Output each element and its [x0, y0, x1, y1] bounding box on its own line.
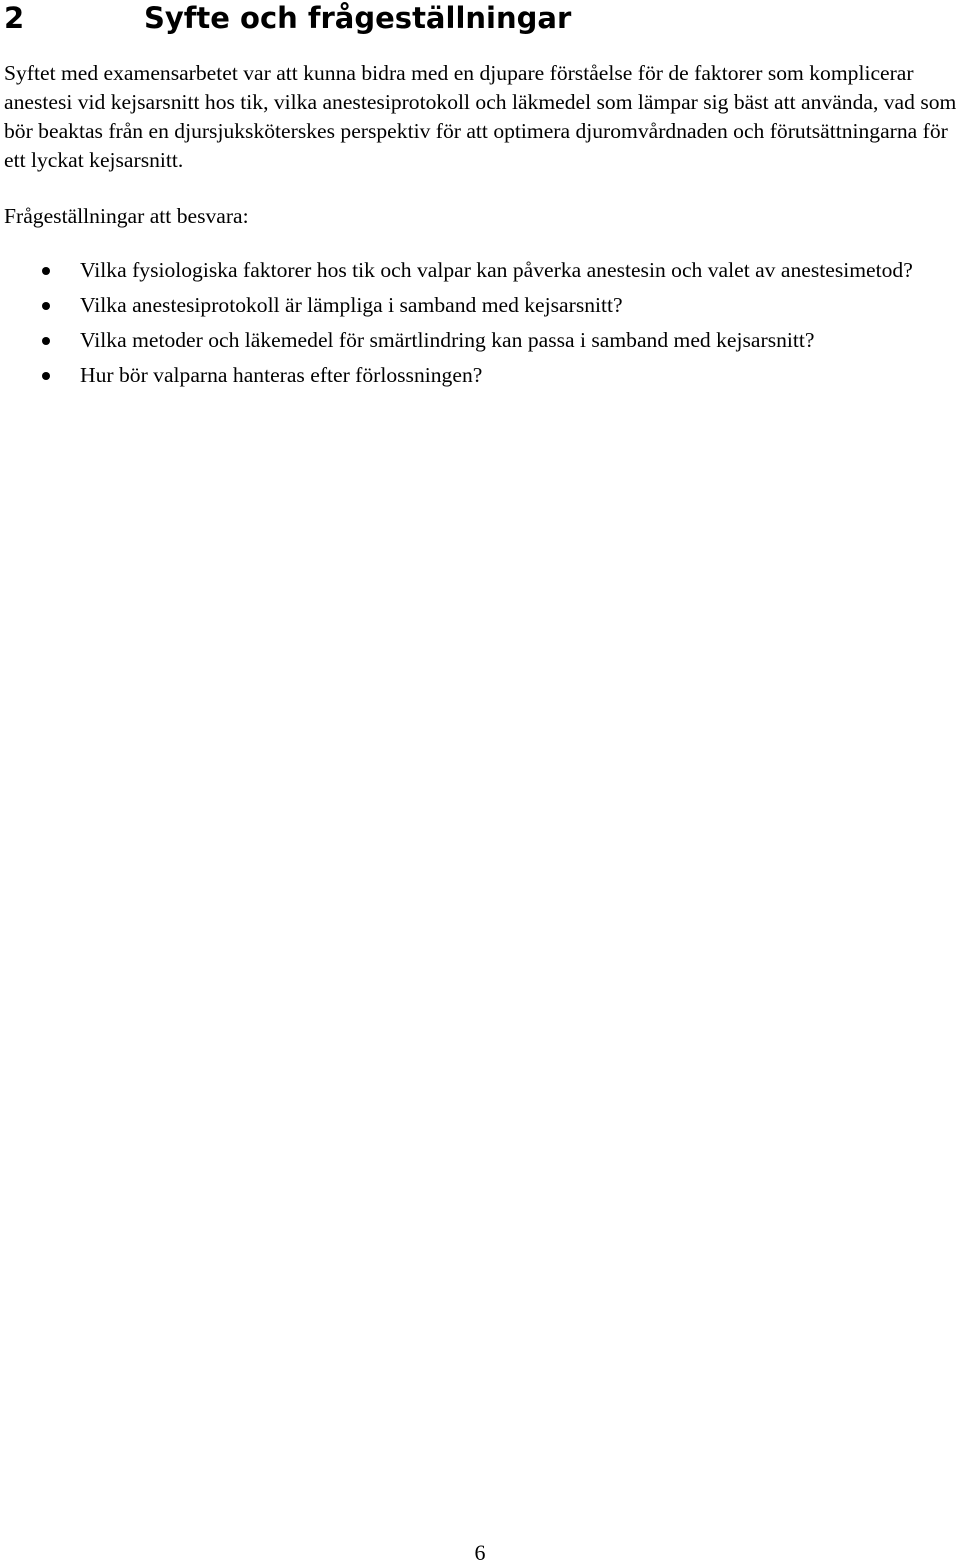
list-item [0, 326, 960, 355]
section-number: 2 [4, 1, 25, 35]
question-text: Hur bör valparna hanteras efter förlossningen? [80, 363, 483, 387]
list-item [0, 291, 960, 320]
section-heading [4, 0, 571, 36]
question-text: Vilka fysiologiska faktorer hos tik och valpar kan påverka anestesin och valet av anestesimetod? [80, 258, 913, 282]
bullet-icon [42, 337, 50, 345]
page-number: 6 [474, 1540, 486, 1565]
questions-list [0, 256, 960, 396]
bullet-icon [42, 372, 50, 380]
list-item [0, 361, 960, 390]
question-text: Vilka anestesiprotokoll är lämpliga i samband med kejsarsnitt? [80, 293, 623, 317]
question-text: Vilka metoder och läkemedel för smärtlindring kan passa i samband med kejsarsnitt? [80, 328, 815, 352]
section-title: Syfte och frågeställningar [144, 1, 572, 35]
questions-intro: Frågeställningar att besvara: [4, 204, 249, 228]
purpose-paragraph: Syftet med examensarbetet var att kunna bidra med en djupare förståelse för de faktorer som komplicerar anestesi vid kejsarsnitt hos tik, vilka anestesiprotokoll och läkmedel som lämpar sig bäst att använda, vad som bör beaktas från en djursjuksköterskes perspektiv för att optimera djuromvårdnaden och förutsättningarna för ett lyckat kejsarsnitt. [4, 61, 957, 172]
bullet-icon [42, 267, 50, 275]
list-item [0, 256, 960, 285]
bullet-icon [42, 302, 50, 310]
